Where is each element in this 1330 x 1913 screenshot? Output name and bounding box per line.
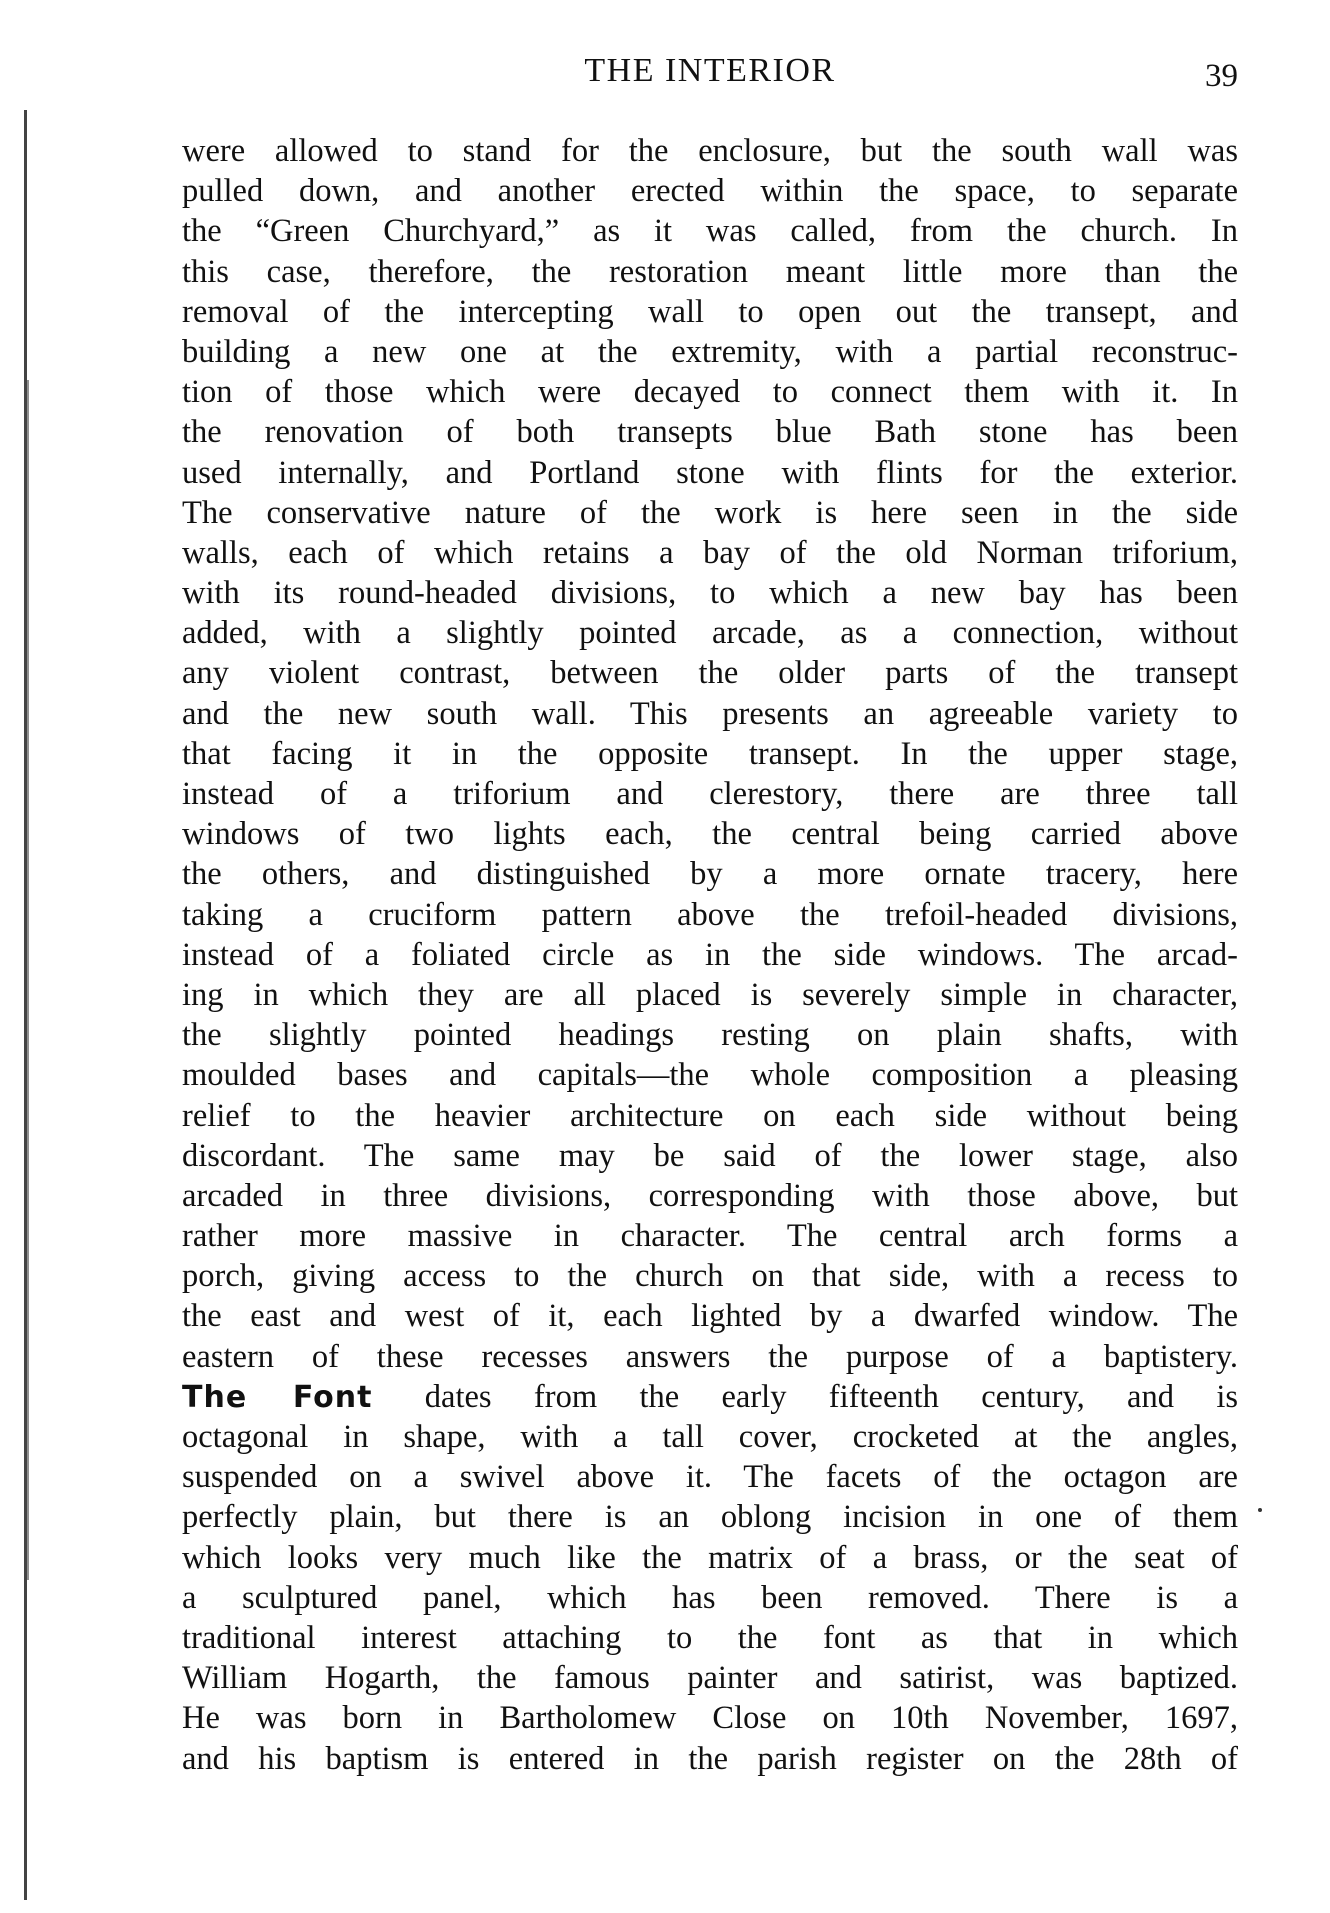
text-line bbox=[182, 1739, 1238, 1779]
text-line bbox=[182, 1096, 1238, 1136]
text-line bbox=[182, 854, 1238, 894]
text-line bbox=[182, 131, 1238, 171]
text-line-content: the slightly pointed headings resting on plain shafts, with bbox=[182, 1017, 1238, 1054]
text-line bbox=[182, 935, 1238, 975]
text-line-content: discordant. The same may be said of the lower stage, also bbox=[182, 1137, 1238, 1174]
text-line-content: traditional interest attaching to the font as that in which bbox=[182, 1619, 1238, 1656]
text-line-content: William Hogarth, the famous painter and satirist, was baptized. bbox=[182, 1660, 1238, 1697]
text-line-content: taking a cruciform pattern above the trefoil-headed divisions, bbox=[182, 896, 1238, 933]
text-line bbox=[182, 1015, 1238, 1055]
text-line-content: perfectly plain, but there is an oblong incision in one of them bbox=[182, 1499, 1238, 1536]
text-line-content: relief to the heavier architecture on each side without being bbox=[182, 1097, 1238, 1134]
text-line bbox=[182, 1256, 1238, 1296]
text-line bbox=[182, 1538, 1238, 1578]
text-line-font-heading bbox=[182, 1377, 1238, 1417]
page-header bbox=[182, 52, 1238, 102]
text-line bbox=[182, 1337, 1238, 1377]
text-line-content: instead of a triforium and clerestory, there are three tall bbox=[182, 776, 1238, 812]
text-line bbox=[182, 372, 1238, 412]
text-line-content: rather more massive in character. The central arch forms a bbox=[182, 1218, 1238, 1255]
running-title: THE INTERIOR bbox=[584, 52, 836, 89]
text-line bbox=[182, 332, 1238, 372]
text-line bbox=[182, 1176, 1238, 1216]
text-line bbox=[182, 734, 1238, 774]
text-line bbox=[182, 453, 1238, 493]
text-line-content: added, with a slightly pointed arcade, as a connection, without bbox=[182, 615, 1238, 652]
text-line-content: building a new one at the extremity, with a partial reconstruc- bbox=[182, 333, 1238, 370]
text-line bbox=[182, 1497, 1238, 1537]
text-line bbox=[182, 653, 1238, 693]
text-line-content: porch, giving access to the church on that side, with a recess to bbox=[182, 1258, 1238, 1295]
text-line bbox=[182, 533, 1238, 573]
text-line-content: He was born in Bartholomew Close on 10th November, 1697, bbox=[182, 1700, 1238, 1737]
text-line-content: any violent contrast, between the older parts of the transept bbox=[182, 655, 1238, 692]
text-line-content: ing in which they are all placed is severely simple in character, bbox=[182, 976, 1238, 1013]
page-number: 39 bbox=[1205, 58, 1238, 94]
text-line-content: the “Green Churchyard,” as it was called, from the church. In bbox=[182, 213, 1238, 250]
text-line bbox=[182, 774, 1238, 814]
text-line-content: tion of those which were decayed to connect them with it. In bbox=[182, 374, 1238, 411]
text-line-content: used internally, and Portland stone with flints for the exterior. bbox=[182, 454, 1238, 491]
text-line-content: the renovation of both transepts blue Bath stone has been bbox=[182, 414, 1238, 451]
text-line bbox=[182, 252, 1238, 292]
text-line bbox=[182, 1417, 1238, 1457]
text-line-content: instead of a foliated circle as in the side windows. The arcad- bbox=[182, 936, 1238, 973]
text-line bbox=[182, 1055, 1238, 1095]
text-line bbox=[182, 1457, 1238, 1497]
text-line bbox=[182, 493, 1238, 533]
text-line-content: a sculptured panel, which has been removed. There is a bbox=[182, 1579, 1238, 1616]
text-line-content: this case, therefore, the restoration meant little more than the bbox=[182, 253, 1238, 290]
text-line-content: eastern of these recesses answers the purpose of a baptistery. bbox=[182, 1338, 1238, 1375]
text-line bbox=[182, 694, 1238, 734]
text-line bbox=[182, 1698, 1238, 1738]
text-line bbox=[182, 171, 1238, 211]
body-text bbox=[182, 131, 1238, 1779]
text-line bbox=[182, 1296, 1238, 1336]
text-line bbox=[182, 412, 1238, 452]
scan-edge-shadow bbox=[27, 380, 29, 1580]
text-line-content: dates from the early fifteenth century, and is bbox=[424, 1378, 1239, 1415]
text-line-content: removal of the intercepting wall to open out the transept, and bbox=[182, 293, 1238, 330]
text-line bbox=[182, 292, 1238, 332]
text-line bbox=[182, 975, 1238, 1015]
text-line bbox=[182, 814, 1238, 854]
text-line bbox=[182, 1136, 1238, 1176]
text-line-content: and the new south wall. This presents an agreeable variety to bbox=[182, 695, 1238, 732]
text-line-content: that facing it in the opposite transept. In the upper stage, bbox=[182, 735, 1238, 772]
text-line-content: with its round-headed divisions, to which a new bay has been bbox=[182, 575, 1238, 612]
text-line-content: and his baptism is entered in the parish register on the 28th of bbox=[182, 1740, 1238, 1777]
text-line-content: the east and west of it, each lighted by a dwarfed window. The bbox=[182, 1298, 1238, 1335]
text-line bbox=[182, 613, 1238, 653]
text-line-content: were allowed to stand for the enclosure, but the south wall was bbox=[182, 133, 1238, 169]
text-line-content: The conservative nature of the work is here seen in the side bbox=[182, 494, 1238, 531]
text-line-content: which looks very much like the matrix of a brass, or the seat of bbox=[182, 1539, 1238, 1576]
section-heading: The Font bbox=[182, 1379, 373, 1415]
scan-speck bbox=[1258, 1508, 1262, 1512]
text-line bbox=[182, 1658, 1238, 1698]
text-line bbox=[182, 211, 1238, 251]
text-line-content: the others, and distinguished by a more ornate tracery, here bbox=[182, 856, 1238, 893]
text-line-content: walls, each of which retains a bay of the old Norman triforium, bbox=[182, 534, 1238, 571]
text-line bbox=[182, 895, 1238, 935]
text-line bbox=[182, 1216, 1238, 1256]
text-line-content: arcaded in three divisions, corresponding with those above, but bbox=[182, 1177, 1238, 1214]
text-line-content: pulled down, and another erected within the space, to separate bbox=[182, 173, 1238, 210]
text-line bbox=[182, 1618, 1238, 1658]
text-line-content: windows of two lights each, the central being carried above bbox=[182, 816, 1238, 853]
text-line-content: moulded bases and capitals—the whole composition a pleasing bbox=[182, 1057, 1238, 1094]
text-line-content: suspended on a swivel above it. The facets of the octagon are bbox=[182, 1459, 1238, 1496]
text-line-content: octagonal in shape, with a tall cover, crocketed at the angles, bbox=[182, 1419, 1238, 1455]
text-line bbox=[182, 1578, 1238, 1618]
text-line bbox=[182, 573, 1238, 613]
